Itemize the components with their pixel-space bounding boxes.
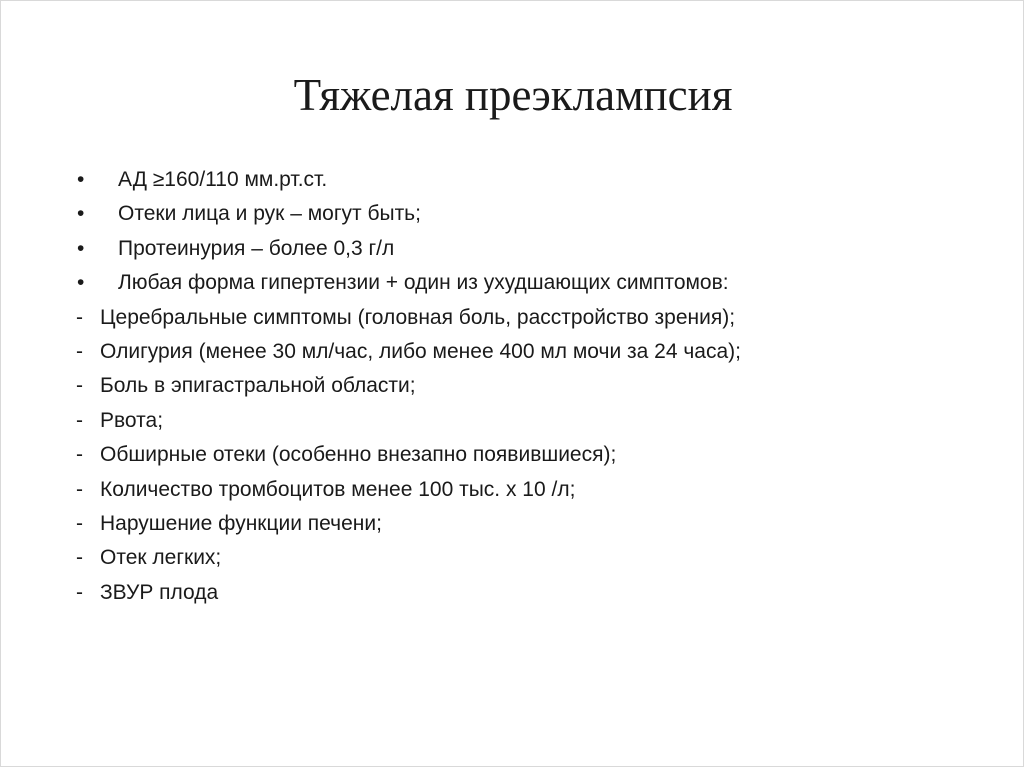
bullet-marker: • [77,236,85,260]
bullet-marker: • [77,168,85,191]
list-item [1,266,1024,300]
dash-marker: - [76,374,83,398]
list-item-text: Отеки лица и рук – могут быть; [118,202,421,226]
slide-title: Тяжелая преэклампсия [293,70,733,120]
list-item [1,438,1024,472]
dash-marker: - [76,546,83,570]
dash-marker: - [76,408,83,432]
list-item-text: Рвота; [100,408,164,432]
list-item [1,404,1024,438]
dash-marker: - [76,339,83,363]
list-item-text: ЗВУР плода [100,580,219,604]
list-item-text: Нарушение функции печени; [100,511,382,535]
list-item [1,335,1024,369]
list-item-text: Церебральные симптомы (головная боль, расстройство зрения); [100,305,736,329]
criteria-list [1,163,1024,610]
dash-marker: - [76,580,83,604]
list-item-text: Любая форма гипертензии + один из ухудшающих симптомов: [118,271,729,295]
list-item-text: Отек легких; [100,546,222,570]
list-item-text: Протеинурия – более 0,3 г/л [118,236,395,260]
dash-marker: - [76,511,83,535]
list-item-text: Боль в эпигастральной области; [100,374,416,398]
list-item-text: Олигурия (менее 30 мл/час, либо менее 400 мл мочи за 24 часа); [100,339,741,363]
bullet-marker: • [77,271,85,295]
list-item-text: АД ≥160/110 мм.рт.ст. [118,168,328,191]
list-item [1,507,1024,541]
dash-marker: - [76,305,83,329]
list-item-text: Количество тромбоцитов менее 100 тыс. х 10 /л; [100,477,576,501]
list-item [1,541,1024,575]
list-item [1,232,1024,266]
bullet-marker: • [77,202,85,226]
list-item [1,473,1024,507]
list-item-text: Обширные отеки (особенно внезапно появившиеся); [100,443,617,467]
list-item [1,576,1024,610]
list-item [1,197,1024,231]
list-item [1,163,1024,197]
list-item [1,369,1024,403]
list-item [1,301,1024,335]
dash-marker: - [76,477,83,501]
dash-marker: - [76,443,83,467]
